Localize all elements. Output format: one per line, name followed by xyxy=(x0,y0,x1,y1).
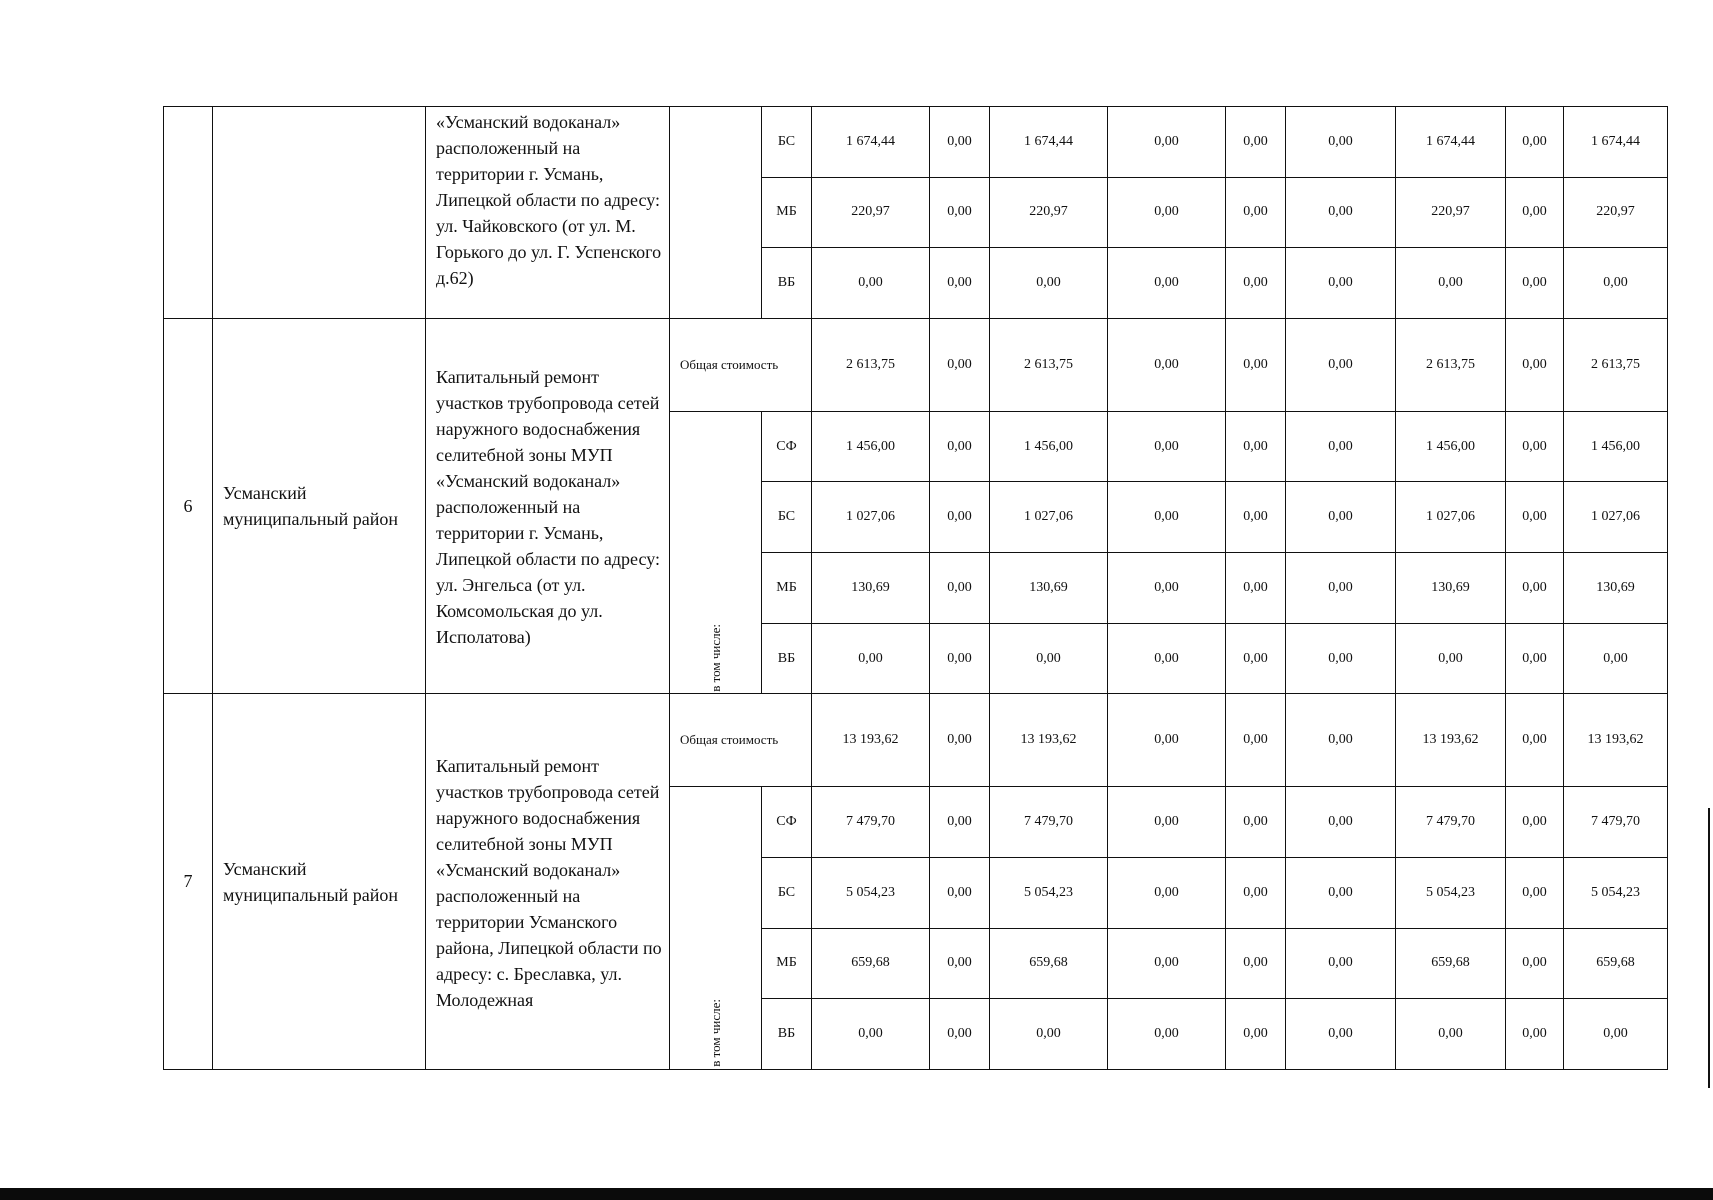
value: 220,97 xyxy=(851,204,890,220)
value-cell xyxy=(990,177,1108,248)
description-text: Капитальный ремонт участков трубопровода сетей наружного водоснабжения селитебной зоны МУП «Усманский водоканал» расположенный на территории г. Усмань, Липецкой области по адресу: ул. Энгельса (от ул. Комсомольская до ул. Исполатова) xyxy=(436,367,660,648)
value: 0,00 xyxy=(1243,509,1268,525)
description-text: «Усманский водоканал» расположенный на территории г. Усмань, Липецкой области по адресу: ул. Чайковского (от ул. М. Горького до ул. Г. Успенского д.62) xyxy=(436,112,662,288)
value-cell xyxy=(1396,928,1506,999)
value: 130,69 xyxy=(1431,579,1470,595)
table-row xyxy=(164,694,1668,787)
value-cell xyxy=(1506,248,1564,319)
value-cell xyxy=(930,177,990,248)
value-cell xyxy=(930,482,990,553)
municipality-text: Усманский муниципальный район xyxy=(223,858,399,905)
value: 0,00 xyxy=(1328,509,1353,525)
value: 0,00 xyxy=(1154,204,1179,220)
value-cell xyxy=(1506,482,1564,553)
value: 1 456,00 xyxy=(1591,438,1640,454)
value: 659,68 xyxy=(1029,955,1068,971)
table-row xyxy=(164,318,1668,411)
value: 0,00 xyxy=(947,275,972,291)
value: 0,00 xyxy=(1328,204,1353,220)
total-value: 0,00 xyxy=(1243,356,1268,372)
value: 0,00 xyxy=(947,814,972,830)
including-label: в том числе: xyxy=(707,999,723,1067)
value: 0,00 xyxy=(1243,884,1268,900)
value-cell xyxy=(1286,553,1396,624)
total-cost-label xyxy=(670,318,812,411)
including-cell xyxy=(670,107,762,319)
value: 5 054,23 xyxy=(1426,884,1475,900)
value-cell xyxy=(812,623,930,694)
total-value: 0,00 xyxy=(947,732,972,748)
source-code-cell xyxy=(762,787,812,858)
total-value: 13 193,62 xyxy=(1587,732,1644,748)
value-cell xyxy=(1108,482,1226,553)
source-code-cell xyxy=(762,248,812,319)
value-cell xyxy=(1506,623,1564,694)
value-cell xyxy=(1108,553,1226,624)
table-body xyxy=(164,107,1668,1070)
value-cell xyxy=(930,787,990,858)
value-cell xyxy=(1108,999,1226,1070)
value-cell xyxy=(930,553,990,624)
row-index xyxy=(164,318,213,693)
source-code: МБ xyxy=(776,579,797,595)
total-value-cell xyxy=(812,318,930,411)
total-value-cell xyxy=(990,694,1108,787)
value: 0,00 xyxy=(1243,579,1268,595)
value-cell xyxy=(812,177,930,248)
value: 0,00 xyxy=(1328,650,1353,666)
value: 5 054,23 xyxy=(846,884,895,900)
value: 0,00 xyxy=(1522,204,1547,220)
source-code-cell xyxy=(762,177,812,248)
value-cell xyxy=(990,553,1108,624)
source-code-cell xyxy=(762,411,812,482)
description-text: Капитальный ремонт участков трубопровода сетей наружного водоснабжения селитебной зоны МУП «Усманский водоканал» расположенный на территории Усманского района, Липецкой области по адресу: с. Бреславка, ул. Молодежная xyxy=(436,755,662,1010)
total-value: 0,00 xyxy=(1522,732,1547,748)
total-value-cell xyxy=(1564,318,1668,411)
source-code: ВБ xyxy=(777,1026,796,1042)
total-value-cell xyxy=(1226,694,1286,787)
value: 0,00 xyxy=(1243,955,1268,971)
total-value: 0,00 xyxy=(1522,356,1547,372)
total-cost-label xyxy=(670,694,812,787)
value-cell xyxy=(990,107,1108,178)
value: 1 456,00 xyxy=(846,438,895,454)
value: 0,00 xyxy=(1154,579,1179,595)
value: 0,00 xyxy=(1154,884,1179,900)
value-cell xyxy=(1286,623,1396,694)
value-cell xyxy=(1108,787,1226,858)
value: 0,00 xyxy=(1154,1026,1179,1042)
total-value-cell xyxy=(1108,318,1226,411)
including-cell xyxy=(670,787,762,1070)
value-cell xyxy=(1396,107,1506,178)
value: 0,00 xyxy=(1243,438,1268,454)
value-cell xyxy=(1564,857,1668,928)
value: 0,00 xyxy=(1328,133,1353,149)
value-cell xyxy=(1506,553,1564,624)
total-value: 2 613,75 xyxy=(1024,356,1073,372)
source-code: ВБ xyxy=(777,650,796,666)
value-cell xyxy=(1564,787,1668,858)
value: 0,00 xyxy=(1522,509,1547,525)
value: 0,00 xyxy=(1243,814,1268,830)
municipality-text: Усманский муниципальный район xyxy=(223,483,399,530)
value: 0,00 xyxy=(1603,275,1628,291)
value-cell xyxy=(1506,999,1564,1070)
value: 0,00 xyxy=(947,884,972,900)
value-cell xyxy=(930,107,990,178)
value: 0,00 xyxy=(947,650,972,666)
value: 0,00 xyxy=(1522,1026,1547,1042)
value-cell xyxy=(1108,411,1226,482)
value: 1 456,00 xyxy=(1024,438,1073,454)
value: 0,00 xyxy=(1438,1026,1463,1042)
value-cell xyxy=(930,999,990,1070)
value-cell xyxy=(1286,857,1396,928)
value-cell xyxy=(1396,787,1506,858)
value: 0,00 xyxy=(1243,650,1268,666)
total-value-cell xyxy=(1396,318,1506,411)
value-cell xyxy=(1226,999,1286,1070)
value: 0,00 xyxy=(1603,650,1628,666)
value-cell xyxy=(1396,999,1506,1070)
value: 0,00 xyxy=(1154,509,1179,525)
source-code-cell xyxy=(762,623,812,694)
value-cell xyxy=(1506,411,1564,482)
value: 0,00 xyxy=(1522,884,1547,900)
row-index xyxy=(164,107,213,319)
value: 0,00 xyxy=(1328,884,1353,900)
value-cell xyxy=(1396,623,1506,694)
total-value: 2 613,75 xyxy=(1426,356,1475,372)
total-value: 0,00 xyxy=(1328,732,1353,748)
value-cell xyxy=(1506,107,1564,178)
funding-table xyxy=(163,106,1668,1070)
value: 130,69 xyxy=(1596,579,1635,595)
value: 0,00 xyxy=(1328,438,1353,454)
value: 0,00 xyxy=(1522,650,1547,666)
row-index-text: 6 xyxy=(183,495,193,516)
value: 0,00 xyxy=(858,650,883,666)
value: 0,00 xyxy=(1243,204,1268,220)
value-cell xyxy=(1286,248,1396,319)
value: 0,00 xyxy=(1036,1026,1061,1042)
value: 0,00 xyxy=(858,275,883,291)
value-cell xyxy=(1286,177,1396,248)
value: 0,00 xyxy=(1154,438,1179,454)
value: 0,00 xyxy=(1154,814,1179,830)
source-code-cell xyxy=(762,999,812,1070)
value: 0,00 xyxy=(947,204,972,220)
value-cell xyxy=(812,482,930,553)
value: 1 674,44 xyxy=(1024,133,1073,149)
value: 0,00 xyxy=(1154,955,1179,971)
value-cell xyxy=(990,623,1108,694)
total-value: 0,00 xyxy=(1243,732,1268,748)
total-cost-text: Общая стоимость xyxy=(680,732,779,748)
scan-border xyxy=(0,1188,1713,1200)
including-cell xyxy=(670,411,762,694)
value-cell xyxy=(812,999,930,1070)
value-cell xyxy=(1506,857,1564,928)
value: 7 479,70 xyxy=(846,814,895,830)
value: 220,97 xyxy=(1029,204,1068,220)
value: 5 054,23 xyxy=(1024,884,1073,900)
value-cell xyxy=(1564,482,1668,553)
source-code: СФ xyxy=(776,438,797,454)
total-value-cell xyxy=(1286,694,1396,787)
value-cell xyxy=(1564,999,1668,1070)
value: 1 456,00 xyxy=(1426,438,1475,454)
value: 0,00 xyxy=(1438,650,1463,666)
value: 0,00 xyxy=(1036,275,1061,291)
description-cell xyxy=(426,694,670,1070)
value-cell xyxy=(1286,107,1396,178)
value: 0,00 xyxy=(1522,814,1547,830)
value-cell xyxy=(1286,928,1396,999)
value-cell xyxy=(1226,482,1286,553)
total-value-cell xyxy=(930,318,990,411)
value-cell xyxy=(1286,999,1396,1070)
total-value-cell xyxy=(1396,694,1506,787)
value-cell xyxy=(990,857,1108,928)
total-value: 0,00 xyxy=(1154,356,1179,372)
value: 1 674,44 xyxy=(846,133,895,149)
value: 1 027,06 xyxy=(1024,509,1073,525)
value-cell xyxy=(1396,482,1506,553)
value-cell xyxy=(812,107,930,178)
value-cell xyxy=(990,482,1108,553)
value-cell xyxy=(1396,857,1506,928)
source-code: МБ xyxy=(776,955,797,971)
value-cell xyxy=(1286,411,1396,482)
value-cell xyxy=(1396,248,1506,319)
source-code-cell xyxy=(762,482,812,553)
value-cell xyxy=(1108,107,1226,178)
including-label: в том числе: xyxy=(707,623,723,692)
value-cell xyxy=(1564,623,1668,694)
total-value-cell xyxy=(812,694,930,787)
value: 7 479,70 xyxy=(1591,814,1640,830)
value-cell xyxy=(930,857,990,928)
total-value-cell xyxy=(1108,694,1226,787)
value-cell xyxy=(1226,928,1286,999)
value-cell xyxy=(1226,177,1286,248)
value: 659,68 xyxy=(851,955,890,971)
value-cell xyxy=(1226,787,1286,858)
total-value-cell xyxy=(1564,694,1668,787)
value-cell xyxy=(1506,177,1564,248)
row-index xyxy=(164,694,213,1070)
value-cell xyxy=(930,928,990,999)
value: 0,00 xyxy=(1328,814,1353,830)
value-cell xyxy=(990,248,1108,319)
value: 0,00 xyxy=(1036,650,1061,666)
value-cell xyxy=(1108,248,1226,319)
source-code-cell xyxy=(762,928,812,999)
value: 1 027,06 xyxy=(846,509,895,525)
description-cell xyxy=(426,318,670,693)
value-cell xyxy=(1226,107,1286,178)
value-cell xyxy=(930,411,990,482)
total-value-cell xyxy=(1286,318,1396,411)
value: 220,97 xyxy=(1431,204,1470,220)
source-code-cell xyxy=(762,857,812,928)
value-cell xyxy=(1226,248,1286,319)
value-cell xyxy=(990,787,1108,858)
total-value: 0,00 xyxy=(1154,732,1179,748)
value-cell xyxy=(1564,553,1668,624)
value: 1 027,06 xyxy=(1591,509,1640,525)
total-value-cell xyxy=(1226,318,1286,411)
value-cell xyxy=(1396,411,1506,482)
value-cell xyxy=(990,928,1108,999)
value-cell xyxy=(1108,857,1226,928)
value: 0,00 xyxy=(1154,275,1179,291)
row-index-text: 7 xyxy=(183,871,193,892)
total-cost-text: Общая стоимость xyxy=(680,356,779,372)
value: 7 479,70 xyxy=(1426,814,1475,830)
value-cell xyxy=(1226,411,1286,482)
value-cell xyxy=(1396,553,1506,624)
municipality-cell xyxy=(213,107,426,319)
value-cell xyxy=(1564,411,1668,482)
municipality-cell xyxy=(213,318,426,693)
source-code-cell xyxy=(762,107,812,178)
value-cell xyxy=(1564,248,1668,319)
value-cell xyxy=(1564,928,1668,999)
value: 0,00 xyxy=(947,438,972,454)
value-cell xyxy=(1226,857,1286,928)
value: 0,00 xyxy=(1328,955,1353,971)
value: 0,00 xyxy=(947,955,972,971)
source-code: БС xyxy=(777,884,796,900)
value: 0,00 xyxy=(947,509,972,525)
value: 659,68 xyxy=(1431,955,1470,971)
value: 0,00 xyxy=(1328,1026,1353,1042)
value-cell xyxy=(812,928,930,999)
total-value: 0,00 xyxy=(1328,356,1353,372)
value-cell xyxy=(1506,787,1564,858)
value: 7 479,70 xyxy=(1024,814,1073,830)
value-cell xyxy=(1286,482,1396,553)
value: 0,00 xyxy=(1243,133,1268,149)
municipality-cell xyxy=(213,694,426,1070)
value: 1 027,06 xyxy=(1426,509,1475,525)
value-cell xyxy=(1286,787,1396,858)
value: 0,00 xyxy=(1522,275,1547,291)
value-cell xyxy=(1108,177,1226,248)
value-cell xyxy=(812,787,930,858)
value: 0,00 xyxy=(1438,275,1463,291)
value-cell xyxy=(990,411,1108,482)
value-cell xyxy=(812,248,930,319)
total-value-cell xyxy=(1506,318,1564,411)
total-value: 13 193,62 xyxy=(842,732,899,748)
scan-edge-mark xyxy=(1708,808,1710,1088)
total-value: 13 193,62 xyxy=(1020,732,1077,748)
value-cell xyxy=(1226,553,1286,624)
value: 130,69 xyxy=(851,579,890,595)
value: 130,69 xyxy=(1029,579,1068,595)
table-row xyxy=(164,107,1668,178)
total-value: 0,00 xyxy=(947,356,972,372)
value-cell xyxy=(812,411,930,482)
source-code: МБ xyxy=(776,204,797,220)
value: 0,00 xyxy=(947,1026,972,1042)
value-cell xyxy=(1564,107,1668,178)
value: 220,97 xyxy=(1596,204,1635,220)
value: 0,00 xyxy=(1243,1026,1268,1042)
value-cell xyxy=(1506,928,1564,999)
value: 0,00 xyxy=(1603,1026,1628,1042)
value-cell xyxy=(1108,928,1226,999)
value: 0,00 xyxy=(947,133,972,149)
description-cell xyxy=(426,107,670,319)
total-value: 2 613,75 xyxy=(1591,356,1640,372)
source-code: БС xyxy=(777,509,796,525)
value: 1 674,44 xyxy=(1591,133,1640,149)
value-cell xyxy=(1396,177,1506,248)
value-cell xyxy=(812,857,930,928)
value: 659,68 xyxy=(1596,955,1635,971)
value-cell xyxy=(1108,623,1226,694)
total-value: 13 193,62 xyxy=(1422,732,1479,748)
value: 0,00 xyxy=(1243,275,1268,291)
value: 0,00 xyxy=(947,579,972,595)
value-cell xyxy=(930,623,990,694)
source-code: СФ xyxy=(776,814,797,830)
value: 1 674,44 xyxy=(1426,133,1475,149)
value: 0,00 xyxy=(858,1026,883,1042)
value: 0,00 xyxy=(1328,275,1353,291)
source-code: ВБ xyxy=(777,275,796,291)
value-cell xyxy=(1564,177,1668,248)
value: 0,00 xyxy=(1328,579,1353,595)
value: 0,00 xyxy=(1522,579,1547,595)
value: 0,00 xyxy=(1522,955,1547,971)
value-cell xyxy=(812,553,930,624)
value: 0,00 xyxy=(1154,133,1179,149)
total-value: 2 613,75 xyxy=(846,356,895,372)
source-code-cell xyxy=(762,553,812,624)
value-cell xyxy=(930,248,990,319)
total-value-cell xyxy=(1506,694,1564,787)
total-value-cell xyxy=(930,694,990,787)
value: 0,00 xyxy=(1522,438,1547,454)
value-cell xyxy=(1226,623,1286,694)
value-cell xyxy=(990,999,1108,1070)
value: 0,00 xyxy=(1154,650,1179,666)
total-value-cell xyxy=(990,318,1108,411)
value: 5 054,23 xyxy=(1591,884,1640,900)
source-code: БС xyxy=(777,133,796,149)
value: 0,00 xyxy=(1522,133,1547,149)
